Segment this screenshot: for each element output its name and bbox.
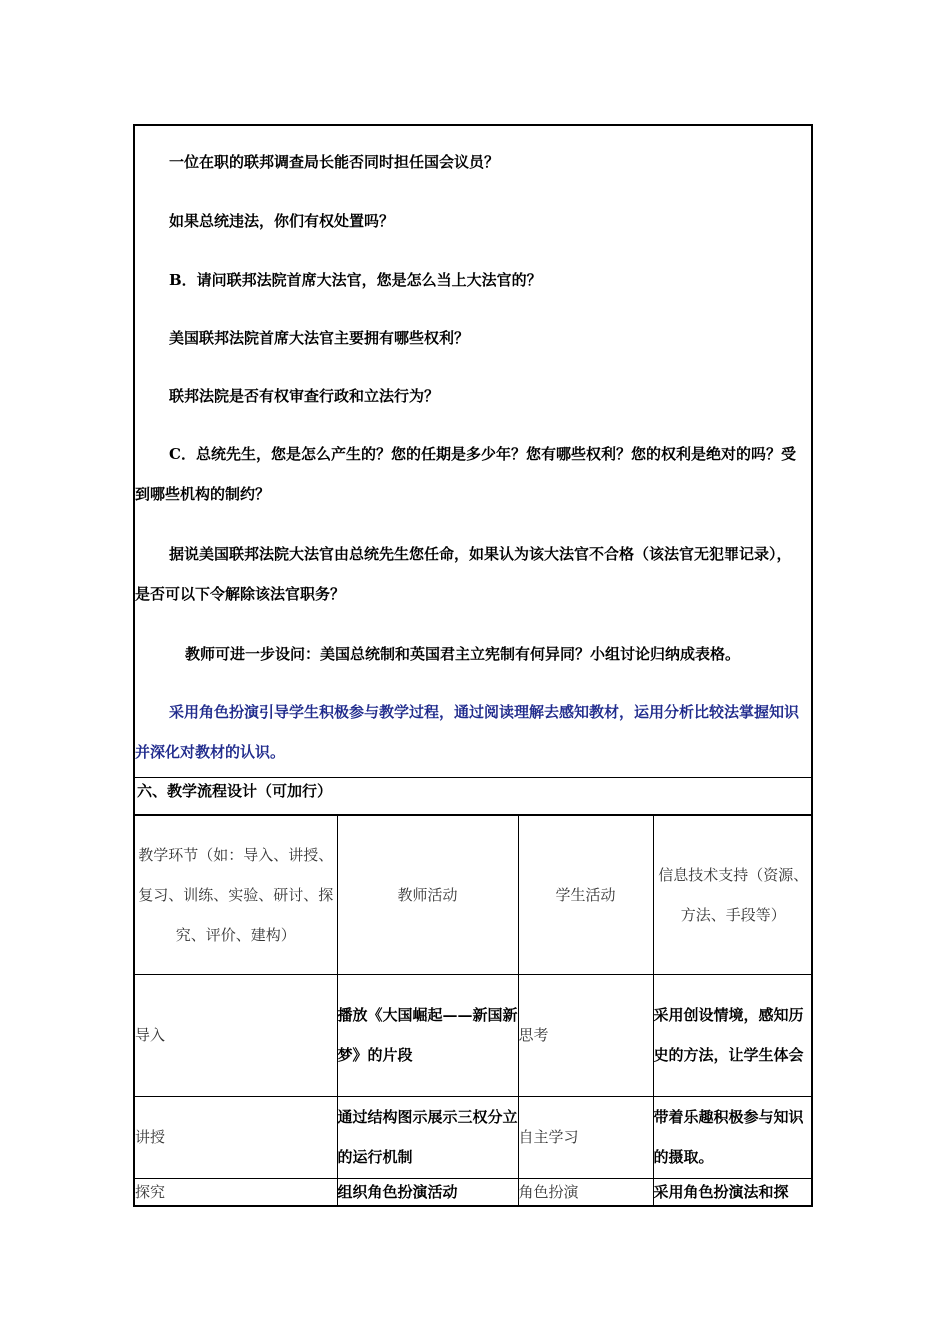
paragraph-question-5: 据说美国联邦法院大法官由总统先生您任命，如果认为该大法官不合格（该法官无犯罪记录），是否可以下令解除该法官职务？ [135,545,792,603]
table-row [135,974,813,1096]
paragraph-question-1: 一位在职的联邦调查局长能否同时担任国会议员？ [169,153,500,171]
section-title: 六、教学流程设计（可加行） [135,778,811,816]
cell-student-activity: 角色扮演 [518,1178,653,1206]
paragraph-method-summary: 采用角色扮演引导学生积极参与教学过程，通过阅读理解去感知教材，运用分析比较法掌握知识并深化对教材的认识。 [135,703,800,761]
paragraph-question-2: 如果总统违法，你们有权处置吗？ [169,212,395,230]
cell-it-support: 采用创设情境，感知历史的方法，让学生体会 [653,974,813,1096]
header-student-activity: 学生活动 [518,816,653,974]
paragraph-question-b: B．请问联邦法院首席大法官，您是怎么当上大法官的？ [169,271,542,289]
paragraph-question-c: C．总统先生，您是怎么产生的？您的任期是多少年？您有哪些权利？您的权利是绝对的吗？受到哪些机构的制约？ [135,445,796,503]
table-header-row [135,816,813,974]
cell-teacher-activity: 组织角色扮演活动 [337,1178,518,1206]
cell-student-activity: 自主学习 [518,1096,653,1178]
cell-student-activity: 思考 [518,974,653,1096]
question-block [135,126,811,778]
cell-stage: 导入 [135,974,337,1096]
lesson-plan-box [133,124,813,1207]
cell-it-support: 带着乐趣积极参与知识的摄取。 [653,1096,813,1178]
table-row [135,1096,813,1178]
paragraph-question-3: 美国联邦法院首席大法官主要拥有哪些权利？ [169,329,470,347]
table-row [135,1178,813,1206]
teaching-flow-table [135,816,813,1207]
header-teaching-stage: 教学环节（如：导入、讲授、复习、训练、实验、研讨、探究、评价、建构） [135,816,337,974]
cell-teacher-activity: 通过结构图示展示三权分立的运行机制 [337,1096,518,1178]
paragraph-question-4: 联邦法院是否有权审查行政和立法行为？ [169,387,440,405]
paragraph-teacher-prompt: 教师可进一步设问：美国总统制和英国君主立宪制有何异同？小组讨论归纳成表格。 [185,645,741,663]
cell-teacher-activity: 播放《大国崛起——新国新梦》的片段 [337,974,518,1096]
cell-stage: 探究 [135,1178,337,1206]
header-it-support: 信息技术支持（资源、方法、手段等） [653,816,813,974]
cell-it-support: 采用角色扮演法和探 [653,1178,813,1206]
cell-stage: 讲授 [135,1096,337,1178]
header-teacher-activity: 教师活动 [337,816,518,974]
